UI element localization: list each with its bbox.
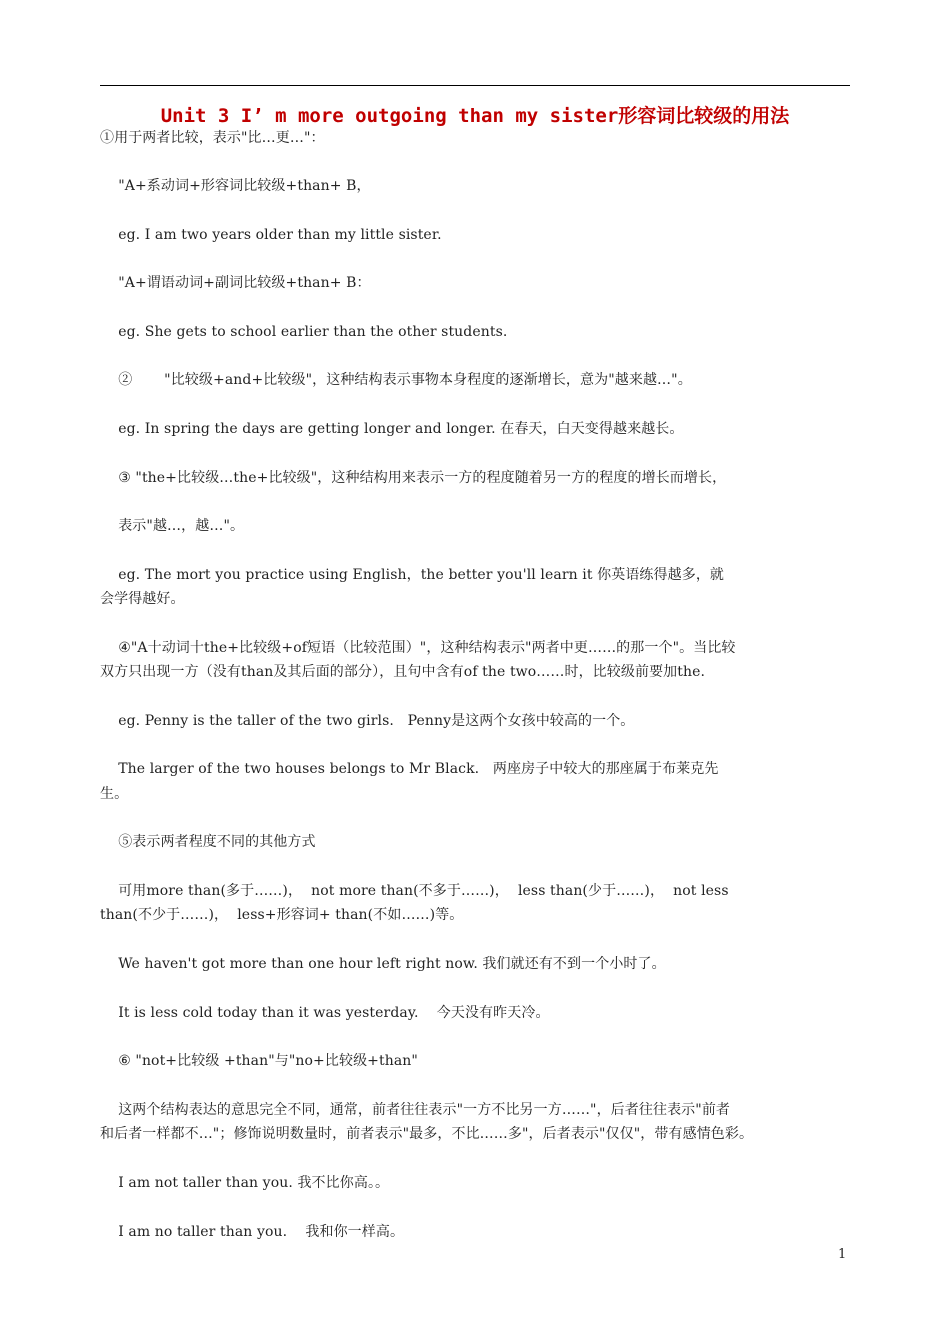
paragraph-line: eg. She gets to school earlier than the other students. <box>100 324 508 340</box>
paragraph-line: eg. The mort you practice using English，the better you'll learn it 你英语练得越多，就 <box>100 567 725 583</box>
paragraph-line: 和后者一样都不…"；修饰说明数量时，前者表示"最多，不比……多"，后者表示"仅仅"，带有感情色彩。 <box>100 1126 754 1142</box>
paragraph-line: ⑤表示两者程度不同的其他方式 <box>100 834 316 850</box>
paragraph-line: 双方只出现一方（没有than及其后面的部分），且句中含有of the two……时，比较级前要加the. <box>100 664 706 680</box>
paragraph-line: "A+谓语动词+副词比较级+than+ B： <box>100 275 371 291</box>
paragraph-line: ③ "the+比较级…the+比较级"，这种结构用来表示一方的程度随着另一方的程度的增长而增长， <box>100 470 727 486</box>
page-title: Unit 3 I’ m more outgoing than my sister形容词比较级的用法 <box>160 105 790 127</box>
paragraph-line: 表示"越…，越…"。 <box>100 518 245 534</box>
paragraph-line: eg. I am two years older than my little sister. <box>100 227 442 243</box>
paragraph-line: ⑥ "not+比较级 +than"与"no+比较级+than" <box>100 1053 418 1069</box>
header-rule <box>100 85 850 86</box>
paragraph-line: eg. In spring the days are getting longer and longer. 在春天，白天变得越来越长。 <box>100 421 684 437</box>
paragraph-line: 生。 <box>100 786 129 802</box>
paragraph-line: We haven't got more than one hour left right now. 我们就还有不到一个小时了。 <box>100 956 666 972</box>
paragraph-line: ④"A十动词十the+比较级+of短语（比较范围）"，这种结构表示"两者中更……的那一个"。当比较 <box>100 640 736 656</box>
paragraph-line: ② "比较级+and+比较级"，这种结构表示事物本身程度的逐渐增长，意为"越来越…"。 <box>100 372 692 388</box>
paragraph-line: 可用more than(多于……)， not more than(不多于……)， less than(少于……)， not less <box>100 883 729 899</box>
paragraph-line: I am not taller than you. 我不比你高。。 <box>100 1175 390 1191</box>
paragraph-line: It is less cold today than it was yesterday. 今天没有昨天冷。 <box>100 1005 550 1021</box>
paragraph-line: eg. Penny is the taller of the two girls. Penny是这两个女孩中较高的一个。 <box>100 713 635 729</box>
paragraph-line: ①用于两者比较，表示"比…更…"： <box>100 130 325 146</box>
paragraph-line: 会学得越好。 <box>100 591 185 607</box>
paragraph-line: than(不少于……)， less+形容词+ than(不如……)等。 <box>100 907 464 923</box>
page-number: 1 <box>838 1247 847 1262</box>
paragraph-line: I am no taller than you. 我和你一样高。 <box>100 1224 405 1240</box>
paragraph-line: 这两个结构表达的意思完全不同，通常，前者往往表示"一方不比另一方……"，后者往往表示"前者 <box>100 1102 731 1118</box>
paragraph-line: The larger of the two houses belongs to Mr Black. 两座房子中较大的那座属于布莱克先 <box>100 761 719 777</box>
paragraph-line: "A+系动词+形容词比较级+than+ B， <box>100 178 371 194</box>
